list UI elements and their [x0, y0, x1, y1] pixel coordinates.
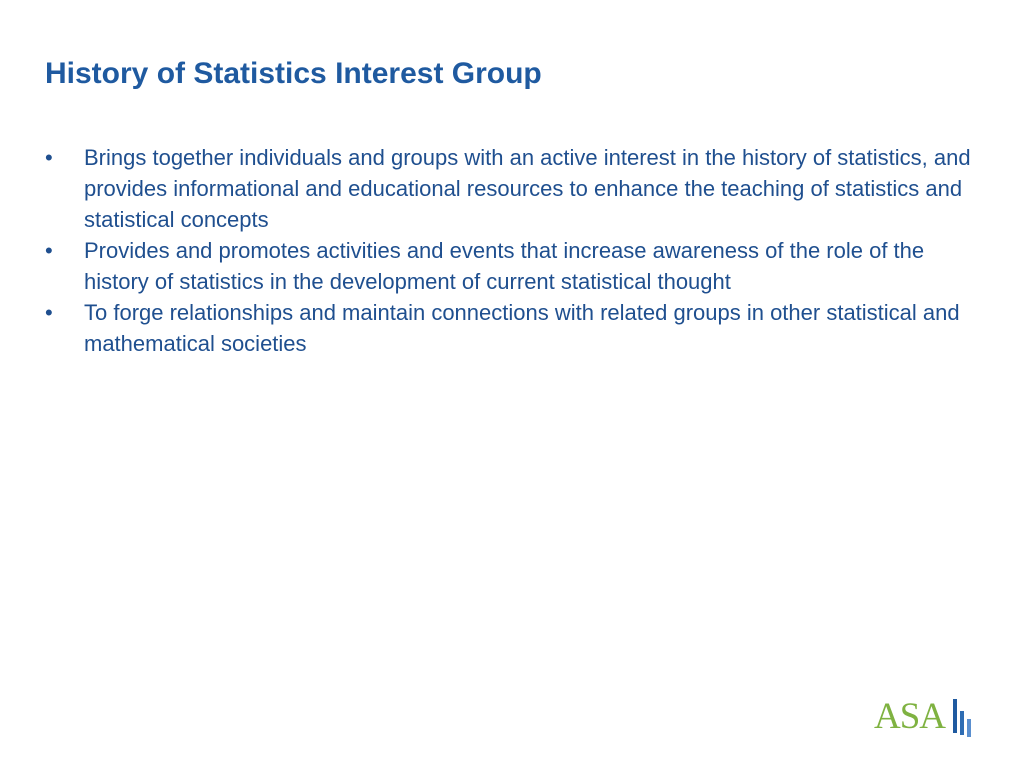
slide-title: History of Statistics Interest Group — [45, 57, 542, 90]
bullet-list — [45, 142, 990, 359]
asa-logo-text: ASA — [874, 696, 946, 737]
bullet-text: Provides and promotes activities and events that increase awareness of the role of the history of statistics in the development of current statistical thought — [84, 238, 925, 294]
bullet-text: To forge relationships and maintain connections with related groups in other statistical and mathematical societies — [84, 300, 960, 356]
asa-logo — [874, 697, 974, 739]
bullet-marker: • — [45, 300, 53, 325]
asa-bars-icon — [952, 699, 976, 737]
bullet-text: Brings together individuals and groups with an active interest in the history of statistics, and provides informational and educational resources to enhance the teaching of statistics and statistical concepts — [84, 145, 971, 232]
bullet-marker: • — [45, 145, 53, 170]
bullet-item — [45, 297, 990, 359]
bullet-item — [45, 235, 990, 297]
bullet-item — [45, 142, 990, 235]
bullet-marker: • — [45, 238, 53, 263]
